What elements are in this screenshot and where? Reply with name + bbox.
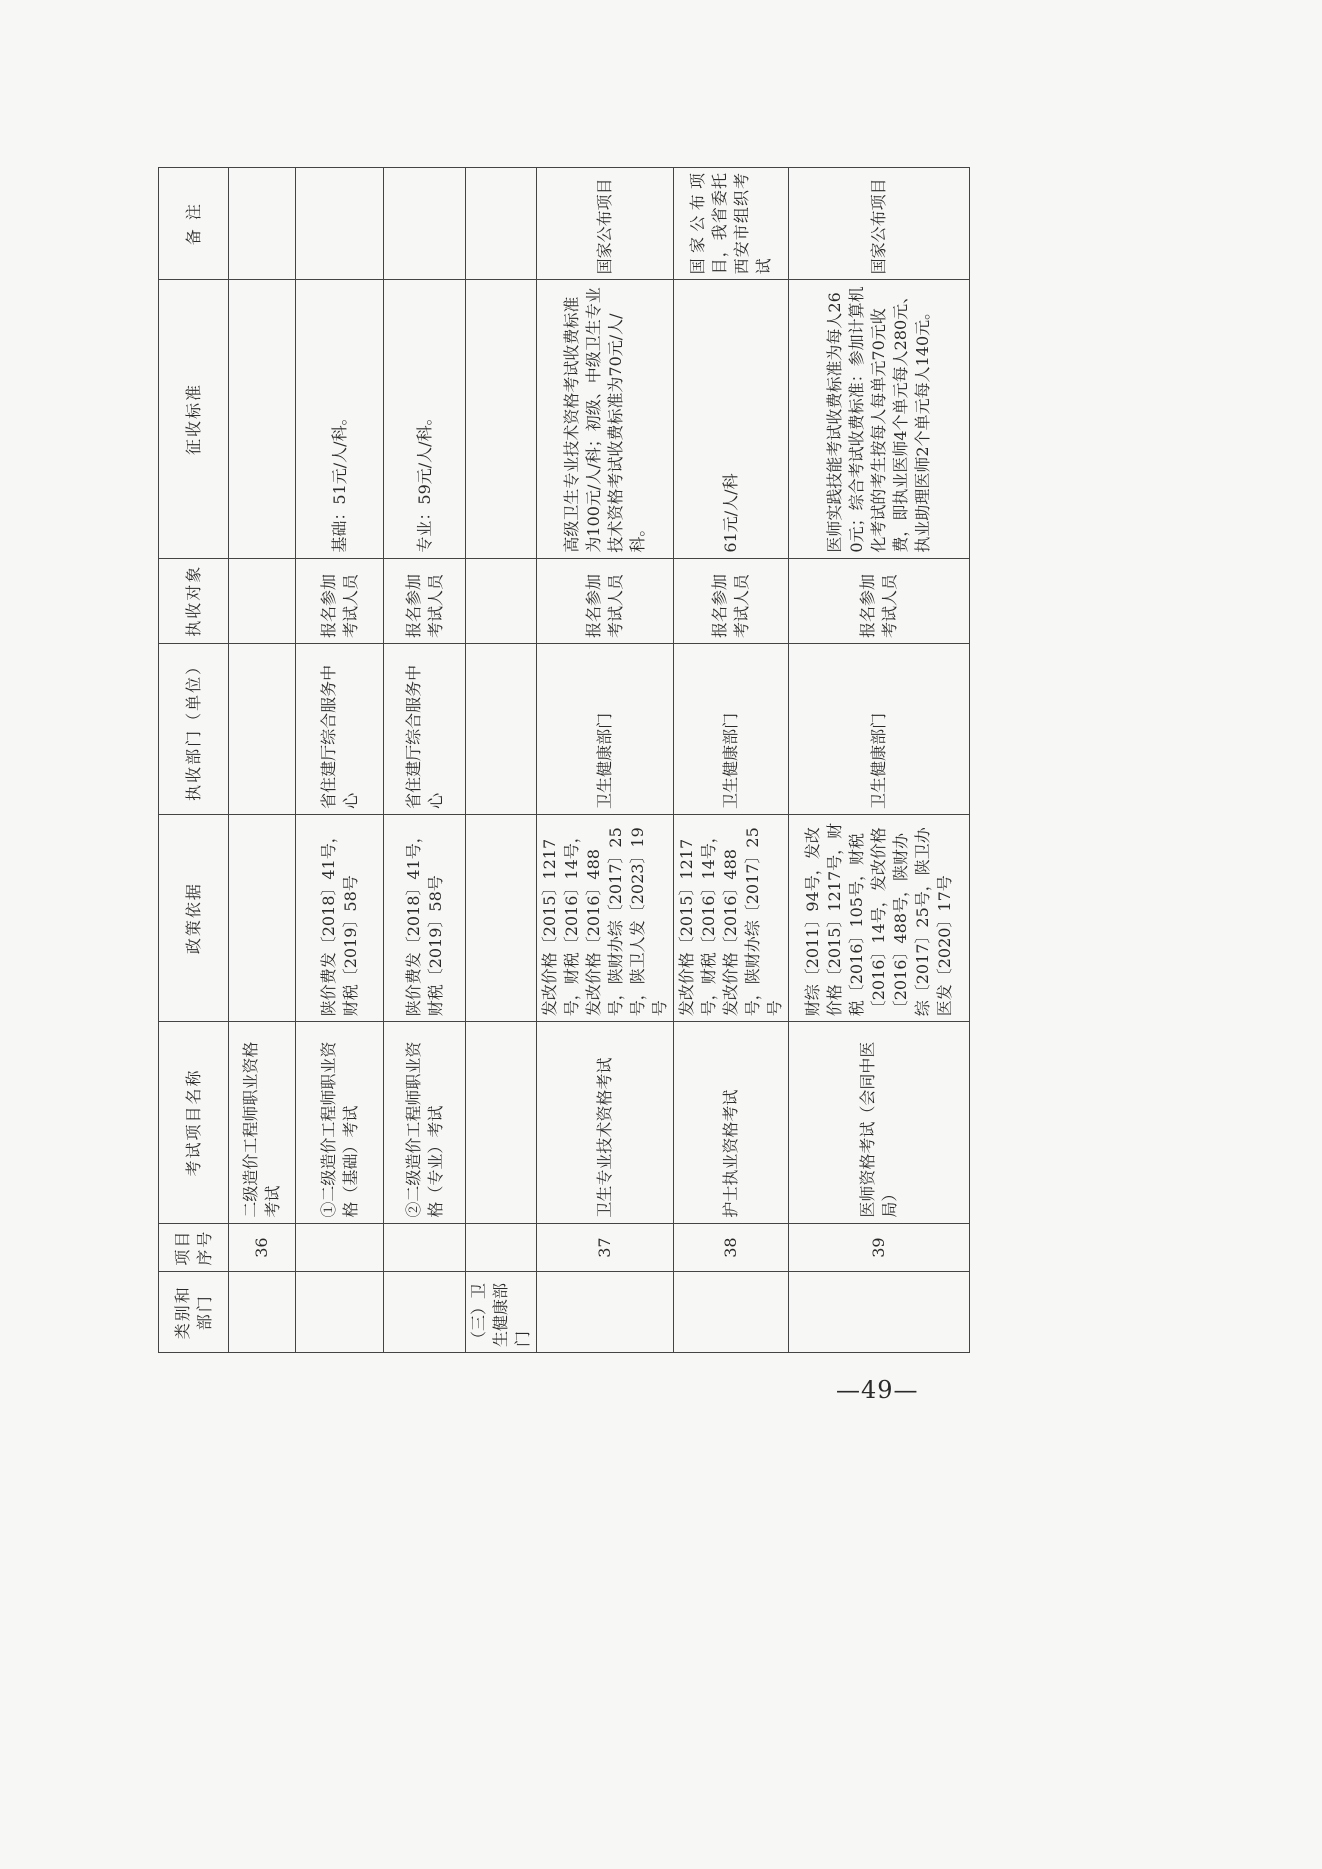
cell-remark: 国家公布项目 <box>537 168 674 280</box>
cell-seq <box>384 1223 466 1272</box>
header-seq: 项目序号 <box>159 1223 229 1272</box>
cell-target <box>466 558 537 643</box>
cell-policy: 陕价费发〔2018〕41号，财税〔2019〕58号 <box>296 814 384 1021</box>
cell-policy <box>229 814 296 1021</box>
cell-category <box>229 1272 296 1353</box>
table-row <box>384 168 466 1353</box>
cell-dept: 省住建厅综合服务中心 <box>384 644 466 815</box>
header-target: 执收对象 <box>159 558 229 643</box>
cell-standard: 高级卫生专业技术资格考试收费标准为100元/人/科；初级、中级卫生专业技术资格考试收费标准为70元/人/科。 <box>537 280 674 558</box>
cell-seq <box>296 1223 384 1272</box>
fee-table <box>158 167 970 1353</box>
cell-standard: 医师实践技能考试收费标准为每人260元；综合考试收费标准：参加计算机化考试的考生按每人每单元70元收费，即执业医师4个单元每人280元、执业助理医师2个单元每人140元。 <box>789 280 970 558</box>
rotated-fee-table <box>158 167 954 1353</box>
cell-category <box>789 1272 970 1353</box>
cell-standard <box>466 280 537 558</box>
cell-name: 医师资格考试（会同中医局） <box>789 1022 970 1223</box>
table-row <box>674 168 789 1353</box>
cell-target: 报名参加考试人员 <box>384 558 466 643</box>
cell-remark <box>229 168 296 280</box>
cell-name: 二级造价工程师职业资格考试 <box>229 1022 296 1223</box>
cell-policy: 财综〔2011〕94号，发改价格〔2015〕1217号，财税〔2016〕105号，财税〔2016〕14号，发改价格〔2016〕488号，陕财办综〔2017〕25号，陕卫办医发〔2020〕17号 <box>789 814 970 1021</box>
cell-policy <box>466 814 537 1021</box>
cell-policy: 发改价格〔2015〕1217号，财税〔2016〕14号，发改价格〔2016〕488号，陕财办综〔2017〕25号，陕卫人发〔2023〕19号 <box>537 814 674 1021</box>
cell-dept <box>466 644 537 815</box>
header-name: 考试项目名称 <box>159 1022 229 1223</box>
table-header-row <box>159 168 229 1353</box>
cell-category: （三）卫生健康部门 <box>466 1272 537 1353</box>
cell-name: ①二级造价工程师职业资格（基础）考试 <box>296 1022 384 1223</box>
cell-dept: 卫生健康部门 <box>674 644 789 815</box>
header-remark: 备 注 <box>159 168 229 280</box>
cell-name <box>466 1022 537 1223</box>
cell-name: 护士执业资格考试 <box>674 1022 789 1223</box>
header-category: 类别和部门 <box>159 1272 229 1353</box>
page-number: —49— <box>836 1376 919 1404</box>
header-policy: 政策依据 <box>159 814 229 1021</box>
cell-category <box>674 1272 789 1353</box>
cell-category <box>296 1272 384 1353</box>
cell-dept: 卫生健康部门 <box>789 644 970 815</box>
cell-seq: 38 <box>674 1223 789 1272</box>
cell-name: ②二级造价工程师职业资格（专业）考试 <box>384 1022 466 1223</box>
header-standard: 征收标准 <box>159 280 229 558</box>
cell-remark: 国家公布项目，我省委托西安市组织考试 <box>674 168 789 280</box>
table-row <box>537 168 674 1353</box>
cell-remark <box>466 168 537 280</box>
cell-remark: 国家公布项目 <box>789 168 970 280</box>
cell-target: 报名参加考试人员 <box>296 558 384 643</box>
cell-category <box>537 1272 674 1353</box>
table-row <box>229 168 296 1353</box>
cell-target: 报名参加考试人员 <box>789 558 970 643</box>
cell-remark <box>384 168 466 280</box>
cell-seq: 36 <box>229 1223 296 1272</box>
cell-dept: 卫生健康部门 <box>537 644 674 815</box>
cell-seq: 39 <box>789 1223 970 1272</box>
table-row <box>789 168 970 1353</box>
cell-remark <box>296 168 384 280</box>
table-row <box>296 168 384 1353</box>
cell-target <box>229 558 296 643</box>
cell-dept <box>229 644 296 815</box>
cell-name: 卫生专业技术资格考试 <box>537 1022 674 1223</box>
table-row <box>466 168 537 1353</box>
cell-standard: 专业：59元/人/科。 <box>384 280 466 558</box>
cell-policy: 发改价格〔2015〕1217号，财税〔2016〕14号，发改价格〔2016〕488号，陕财办综〔2017〕25号 <box>674 814 789 1021</box>
cell-target: 报名参加考试人员 <box>674 558 789 643</box>
cell-policy: 陕价费发〔2018〕41号，财税〔2019〕58号 <box>384 814 466 1021</box>
cell-seq: 37 <box>537 1223 674 1272</box>
cell-target: 报名参加考试人员 <box>537 558 674 643</box>
cell-category <box>384 1272 466 1353</box>
cell-seq <box>466 1223 537 1272</box>
cell-standard: 61元/人/科 <box>674 280 789 558</box>
cell-standard <box>229 280 296 558</box>
header-dept: 执收部门（单位） <box>159 644 229 815</box>
cell-dept: 省住建厅综合服务中心 <box>296 644 384 815</box>
cell-standard: 基础：51元/人/科。 <box>296 280 384 558</box>
